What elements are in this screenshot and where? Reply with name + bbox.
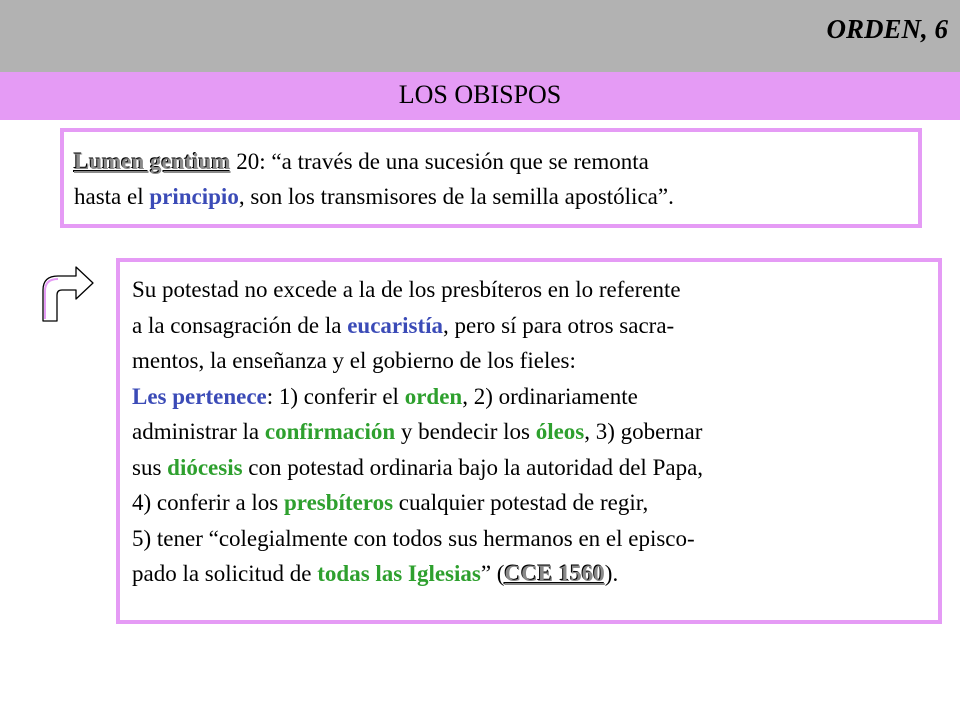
- main-line-8: 5) tener “colegialmente con todos sus hermanos en el episco-: [132, 525, 695, 551]
- quote-text-1: 20: “a través de una sucesión que se remonta: [230, 149, 649, 174]
- text: a la consagración de la: [132, 312, 348, 338]
- text: : 1) conferir el: [266, 383, 405, 409]
- main-line-7: [132, 485, 928, 521]
- text: 4) conferir a los: [132, 490, 284, 515]
- quote-text-2b: , son los transmisores de la semilla apostólica”.: [238, 184, 674, 209]
- quote-line-2: [74, 179, 908, 214]
- text: y bendecir los: [395, 419, 536, 444]
- highlight-les-pertenece: Les pertenece: [132, 383, 267, 409]
- main-line-1: Su potestad no excede a la de los presbíteros en lo referente: [132, 277, 681, 302]
- highlight-todas-las-iglesias: todas las Iglesias: [317, 561, 481, 586]
- main-box: [116, 258, 942, 624]
- text: , pero sí para otros sacra-: [443, 312, 675, 338]
- highlight-confirmacion: confirmación: [264, 419, 396, 444]
- quote-line-1: [74, 144, 908, 179]
- highlight-oleos: óleos: [535, 419, 585, 444]
- text: con potestad ordinaria bajo la autoridad del Papa,: [242, 454, 704, 480]
- main-line-3: mentos, la enseñanza y el gobierno de los fieles:: [132, 348, 576, 373]
- highlight-principio: principio: [149, 184, 239, 209]
- text: administrar la: [132, 419, 265, 444]
- text: ).: [604, 561, 619, 586]
- quote-text-2a: hasta el: [74, 184, 150, 209]
- text: , 2) ordinariamente: [462, 383, 638, 409]
- main-line-9: [132, 556, 928, 592]
- highlight-presbiteros: presbíteros: [284, 490, 394, 515]
- main-line-5: [132, 414, 928, 450]
- text: , 3) gobernar: [584, 419, 703, 444]
- quote-box: [60, 128, 922, 228]
- curved-arrow-right-icon: [38, 264, 96, 324]
- main-line-4: [132, 379, 928, 415]
- highlight-diocesis: diócesis: [167, 454, 243, 480]
- section-title: LOS OBISPOS: [398, 80, 562, 109]
- highlight-eucaristia: eucaristía: [347, 312, 444, 338]
- text: sus: [132, 454, 168, 480]
- reference-cce: CCE 1560: [504, 561, 605, 586]
- header-bar: [0, 0, 960, 72]
- text: cualquier potestad de regir,: [393, 490, 649, 515]
- main-line-2: [132, 308, 928, 344]
- quote-source: Lumen gentium: [74, 149, 231, 174]
- highlight-orden: orden: [404, 383, 463, 409]
- slide-title: ORDEN, 6: [826, 14, 948, 44]
- text: pado la solicitud de: [132, 561, 318, 586]
- text: ” (: [480, 561, 505, 586]
- main-line-6: [132, 450, 928, 486]
